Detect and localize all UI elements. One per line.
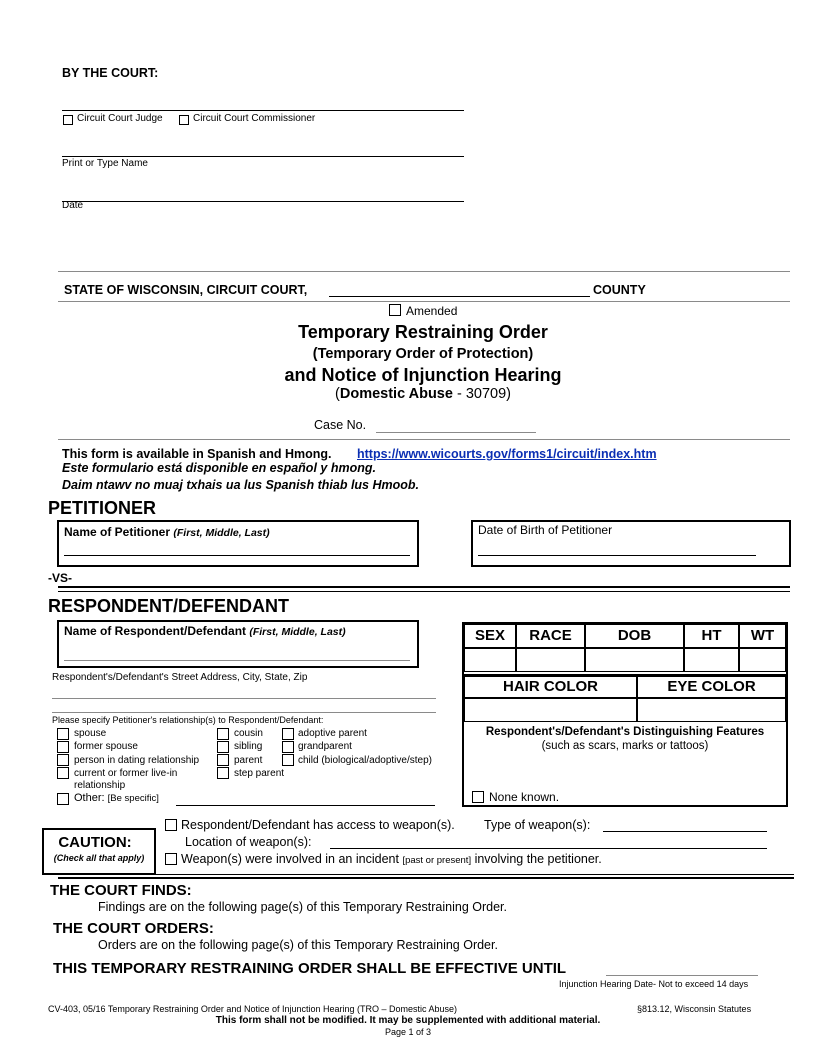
state-court-label: STATE OF WISCONSIN, CIRCUIT COURT, xyxy=(64,283,308,297)
subtitle-rest: - 30709) xyxy=(452,386,511,402)
spouse-label: spouse xyxy=(74,728,107,739)
hair-label: HAIR COLOR xyxy=(503,678,598,695)
adoptive-parent-checkbox[interactable] xyxy=(282,728,294,740)
other-hint: [Be specific] xyxy=(107,793,159,804)
cousin-label: cousin xyxy=(234,728,263,739)
findings-rule-thin xyxy=(58,874,794,875)
relationship-prompt: Please specify Petitioner's relationship(s) to Respondent/Defendant: xyxy=(52,715,324,725)
weapons-access-checkbox[interactable] xyxy=(165,819,177,831)
petitioner-dob-label: Date of Birth of Petitioner xyxy=(478,523,613,537)
address-label: Respondent's/Defendant's Street Address, City, State, Zip xyxy=(52,672,308,683)
dating-checkbox[interactable] xyxy=(57,754,69,766)
grandparent-checkbox[interactable] xyxy=(282,741,294,753)
none-known-checkbox[interactable] xyxy=(472,791,484,803)
respondent-heading: RESPONDENT/DEFENDANT xyxy=(48,596,290,616)
form-title-2: (Temporary Order of Protection) xyxy=(312,346,534,362)
eye-cell[interactable] xyxy=(637,698,786,722)
respondent-name-line[interactable] xyxy=(64,660,410,661)
other-label xyxy=(74,792,159,804)
separator-thin xyxy=(58,591,790,592)
respondent-name-label xyxy=(64,624,346,638)
petitioner-name-text: Name of Petitioner xyxy=(64,525,171,539)
judge-checkbox[interactable] xyxy=(63,115,73,125)
versus-label: -VS- xyxy=(48,571,72,585)
judge-label: Circuit Court Judge xyxy=(77,113,163,124)
parent-checkbox[interactable] xyxy=(217,754,229,766)
sex-label: SEX xyxy=(474,627,505,644)
former-spouse-checkbox[interactable] xyxy=(57,741,69,753)
subtitle-bold: Domestic Abuse xyxy=(339,386,453,402)
caption-bottom-rule xyxy=(58,439,790,440)
page-number: Page 1 of 3 xyxy=(384,1027,432,1037)
other-checkbox[interactable] xyxy=(57,793,69,805)
caution-title: CAUTION: xyxy=(58,834,132,851)
print-name-label: Print or Type Name xyxy=(62,158,148,169)
amended-checkbox[interactable] xyxy=(389,304,401,316)
weapon-type-label: Type of weapon(s): xyxy=(484,818,591,832)
weapons-incident-label xyxy=(181,852,602,866)
dob-label: DOB xyxy=(617,627,652,644)
livein-label: current or former live-in xyxy=(74,768,178,779)
court-orders-text: Orders are on the following page(s) of this Temporary Restraining Order. xyxy=(98,938,498,952)
ht-cell[interactable] xyxy=(684,648,739,672)
features-subtitle: (such as scars, marks or tattoos) xyxy=(541,740,709,752)
features-title: Respondent's/Defendant's Distinguishing Features xyxy=(485,726,765,738)
availability-spanish: Este formulario está disponible en español y hmong. xyxy=(62,461,376,475)
county-name-line[interactable] xyxy=(329,296,590,297)
statute-ref: §813.12, Wisconsin Statutes xyxy=(637,1004,752,1014)
eye-label: EYE COLOR xyxy=(667,678,756,695)
weapon-location-line[interactable] xyxy=(330,848,767,849)
weapons-access-label: Respondent/Defendant has access to weapon(s). xyxy=(181,818,455,832)
race-cell[interactable] xyxy=(516,648,585,672)
sibling-checkbox[interactable] xyxy=(217,741,229,753)
commissioner-label: Circuit Court Commissioner xyxy=(193,113,316,124)
effective-until-label: THIS TEMPORARY RESTRAINING ORDER SHALL BE EFFECTIVE UNTIL xyxy=(53,960,567,977)
amended-label: Amended xyxy=(406,304,458,318)
hair-cell[interactable] xyxy=(464,698,637,722)
hearing-date-note: Injunction Hearing Date- Not to exceed 14 days xyxy=(559,979,749,989)
wt-cell[interactable] xyxy=(739,648,786,672)
availability-hmong: Daim ntawv no muaj txhais ua lus Spanish thiab lus Hmoob. xyxy=(62,478,420,492)
grandparent-label: grandparent xyxy=(298,741,352,752)
caption-top-rule xyxy=(58,271,790,272)
weapon-type-line[interactable] xyxy=(603,831,767,832)
race-label: RACE xyxy=(529,627,572,644)
spouse-checkbox[interactable] xyxy=(57,728,69,740)
wt-label: WT xyxy=(750,627,775,644)
effective-date-line[interactable] xyxy=(606,975,758,976)
sex-cell[interactable] xyxy=(464,648,516,672)
commissioner-checkbox[interactable] xyxy=(179,115,189,125)
date-line[interactable] xyxy=(62,201,464,202)
findings-rule-thick xyxy=(58,877,794,879)
form-title-3: and Notice of Injunction Hearing xyxy=(284,365,562,385)
signature-line[interactable] xyxy=(62,110,464,111)
form-title: Temporary Restraining Order xyxy=(298,322,548,342)
incident-c: involving the petitioner. xyxy=(474,852,602,866)
ht-label: HT xyxy=(701,627,722,644)
county-label: COUNTY xyxy=(593,283,646,297)
none-known-label: None known. xyxy=(489,790,560,804)
availability-english: This form is available in Spanish and Hmong. xyxy=(62,447,332,461)
court-finds-text: Findings are on the following page(s) of this Temporary Restraining Order. xyxy=(98,900,508,914)
petitioner-name-hint: (First, Middle, Last) xyxy=(173,527,270,539)
date-label: Date xyxy=(62,200,84,211)
weapon-location-label: Location of weapon(s): xyxy=(185,835,312,849)
livein-label-2: relationship xyxy=(74,780,126,791)
address-line-1[interactable] xyxy=(52,698,436,699)
petitioner-name-label xyxy=(64,525,270,539)
parent-label: parent xyxy=(234,755,263,766)
step-parent-checkbox[interactable] xyxy=(217,767,229,779)
respondent-name-text: Name of Respondent/Defendant xyxy=(64,624,247,638)
petitioner-dob-line[interactable] xyxy=(478,555,756,556)
court-orders-heading: THE COURT ORDERS: xyxy=(53,920,214,937)
case-no-label: Case No. xyxy=(314,418,367,432)
former-spouse-label: former spouse xyxy=(74,741,138,752)
dob-cell[interactable] xyxy=(585,648,684,672)
cousin-checkbox[interactable] xyxy=(217,728,229,740)
address-line-2[interactable] xyxy=(52,712,436,713)
modification-notice: This form shall not be modified. It may be supplemented with additional material. xyxy=(215,1015,601,1026)
subtitle-open: ( xyxy=(335,386,340,402)
petitioner-heading: PETITIONER xyxy=(48,498,157,518)
step-parent-label: step parent xyxy=(234,768,285,779)
form-id: CV-403, 05/16 Temporary Restraining Order and Notice of Injunction Hearing (TRO – Domestic Abuse) xyxy=(48,1004,458,1014)
respondent-name-hint: (First, Middle, Last) xyxy=(249,626,346,638)
child-checkbox[interactable] xyxy=(282,754,294,766)
child-label: child (biological/adoptive/step) xyxy=(298,755,432,766)
other-text: Other: xyxy=(74,792,105,804)
caption-rule xyxy=(58,301,790,302)
print-name-line[interactable] xyxy=(62,156,464,157)
sibling-label: sibling xyxy=(234,741,263,752)
by-the-court-label: BY THE COURT: xyxy=(62,66,159,80)
adoptive-parent-label: adoptive parent xyxy=(298,728,367,739)
incident-b: [past or present] xyxy=(402,855,472,866)
separator-thick xyxy=(58,586,790,588)
weapons-incident-checkbox[interactable] xyxy=(165,853,177,865)
dating-label: person in dating relationship xyxy=(74,755,200,766)
livein-checkbox[interactable] xyxy=(57,767,69,779)
form-subtitle xyxy=(0,386,816,402)
incident-a: Weapon(s) were involved in an incident xyxy=(181,852,399,866)
petitioner-name-line[interactable] xyxy=(64,555,410,556)
caution-subtitle: (Check all that apply) xyxy=(53,853,145,863)
case-no-line[interactable] xyxy=(376,432,536,433)
other-line[interactable] xyxy=(176,805,435,806)
court-finds-heading: THE COURT FINDS: xyxy=(50,882,192,899)
forms-link[interactable]: https://www.wicourts.gov/forms1/circuit/index.htm xyxy=(357,447,657,461)
